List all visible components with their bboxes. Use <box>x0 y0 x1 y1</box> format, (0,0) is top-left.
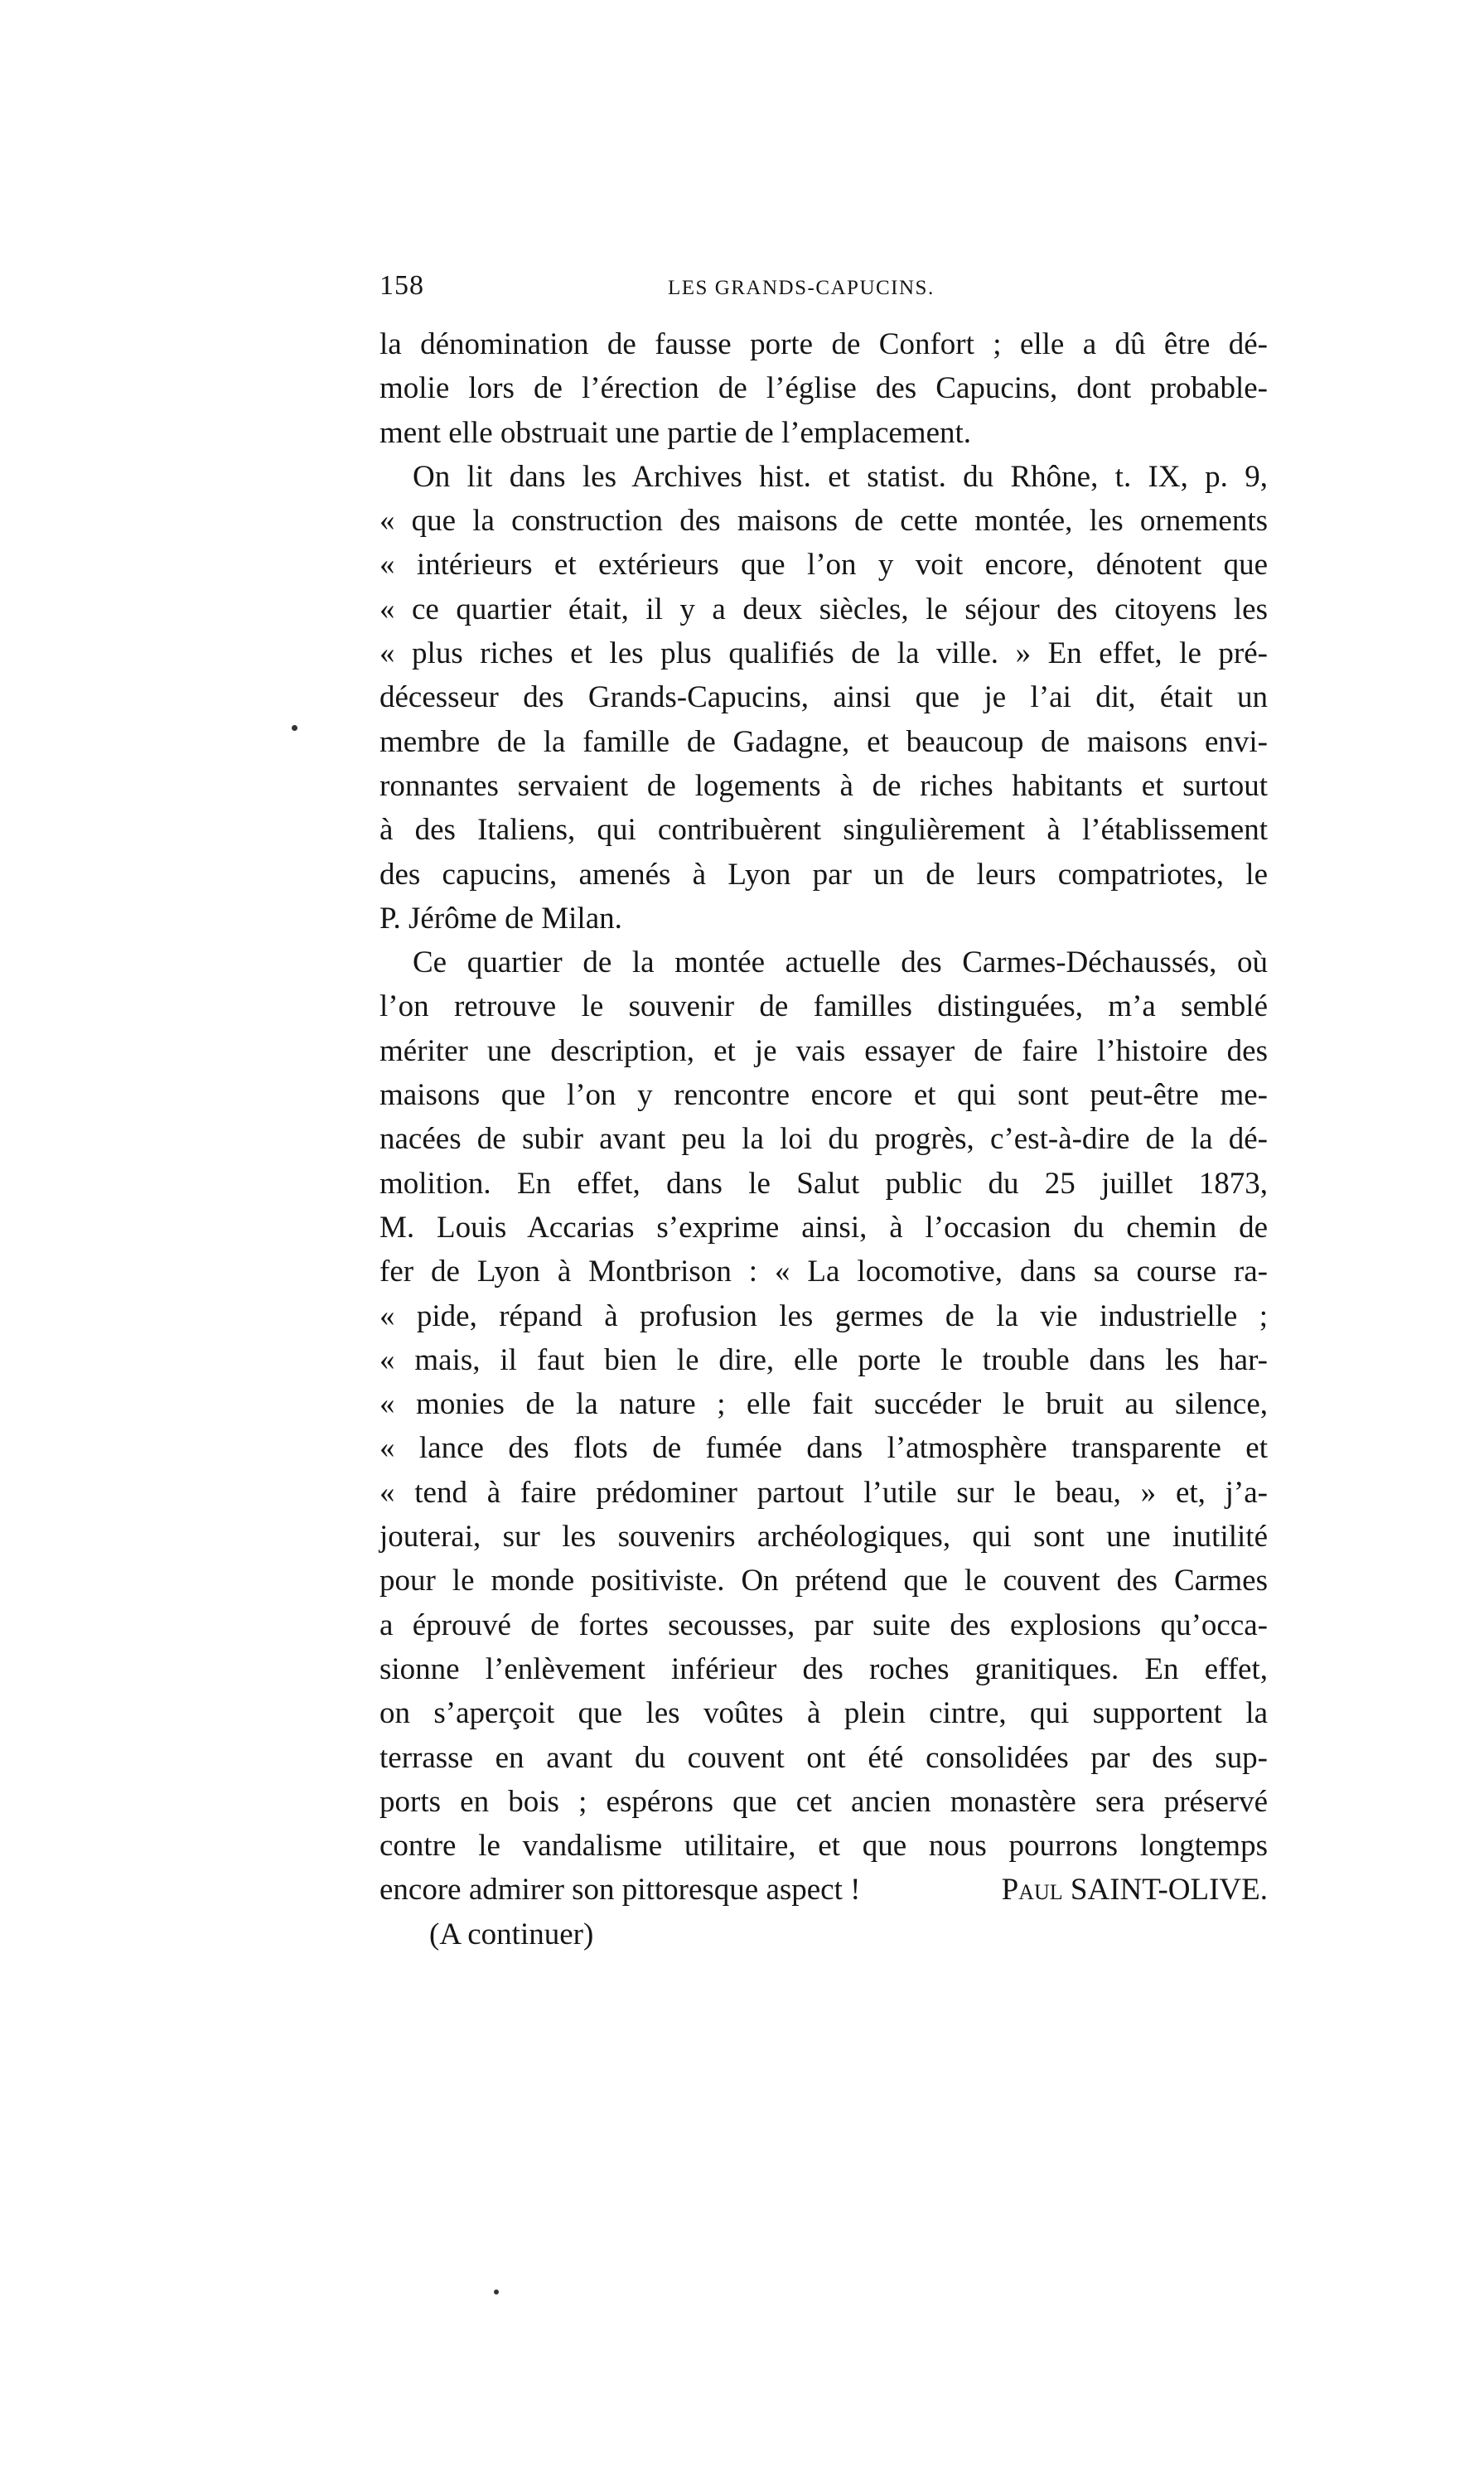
running-head: LES GRANDS-CAPUCINS. <box>668 277 935 299</box>
text-line: « monies de la nature ; elle fait succéder le bruit au silence, <box>379 1387 1268 1422</box>
text-line: ports en bois ; espérons que cet ancien monastère sera préservé <box>379 1784 1268 1819</box>
text-line: « mais, il faut bien le dire, elle porte le trouble dans les har- <box>379 1342 1268 1377</box>
text-line: à des Italiens, qui contribuèrent singulièrement à l’établissement <box>379 813 1268 848</box>
body-text <box>379 322 1268 1956</box>
text-line: nacées de subir avant peu la loi du progrès, c’est-à-dire de la dé- <box>379 1122 1268 1157</box>
text-line: la dénomination de fausse porte de Confort ; elle a dû être dé- <box>379 327 1268 361</box>
text-line: molie lors de l’érection de l’église des Capucins, dont probable- <box>379 371 1268 406</box>
closing-line <box>379 1868 1268 1912</box>
text-line: P. Jérôme de Milan. <box>379 901 622 936</box>
text-line: décesseur des Grands-Capucins, ainsi que je l’ai dit, était un <box>379 680 1268 715</box>
text-line: ronnantes servaient de logements à de riches habitants et surtout <box>379 768 1268 803</box>
paper-speck <box>292 725 297 731</box>
text-line: molition. En effet, dans le Salut public du 25 juillet 1873, <box>379 1166 1268 1201</box>
text-line: jouterai, sur les souvenirs archéologiques, qui sont une inutilité <box>379 1520 1268 1555</box>
text-line: « que la construction des maisons de cette montée, les ornements <box>379 504 1268 539</box>
closing-text: encore admirer son pittoresque aspect ! <box>379 1873 861 1908</box>
text-line: l’on retrouve le souvenir de familles distinguées, m’a semblé <box>379 989 1268 1024</box>
text-line: « plus riches et les plus qualifiés de la ville. » En effet, le pré- <box>379 636 1268 671</box>
author-signature: Paul SAINT-OLIVE. <box>1001 1873 1268 1908</box>
text-line: des capucins, amenés à Lyon par un de leurs compatriotes, le <box>379 857 1268 892</box>
text-line: « lance des flots de fumée dans l’atmosphère transparente et <box>379 1431 1268 1466</box>
text-line: « intérieurs et extérieurs que l’on y voit encore, dénotent que <box>379 548 1268 583</box>
page-header <box>379 270 1274 312</box>
continuation-note: (A continuer) <box>429 1917 594 1951</box>
text-line: contre le vandalisme utilitaire, et que nous pourrons longtemps <box>379 1829 1268 1864</box>
text-line: On lit dans les Archives hist. et statist. du Rhône, t. IX, p. 9, <box>413 459 1268 494</box>
text-line: sionne l’enlèvement inférieur des roches granitiques. En effet, <box>379 1651 1268 1686</box>
text-line: Ce quartier de la montée actuelle des Carmes-Déchaussés, où <box>413 945 1268 980</box>
text-line: pour le monde positiviste. On prétend que le couvent des Carmes <box>379 1564 1268 1598</box>
text-line: M. Louis Accarias s’exprime ainsi, à l’occasion du chemin de <box>379 1210 1268 1245</box>
text-line: mériter une description, et je vais essayer de faire l’histoire des <box>379 1033 1268 1068</box>
text-line: « tend à faire prédominer partout l’utile sur le beau, » et, j’a- <box>379 1475 1268 1510</box>
page-number: 158 <box>379 270 424 301</box>
text-line: fer de Lyon à Montbrison : « La locomotive, dans sa course ra- <box>379 1255 1268 1289</box>
paper-speck <box>494 2290 499 2294</box>
text-line: ment elle obstruait une partie de l’emplacement. <box>379 415 972 450</box>
text-line: a éprouvé de fortes secousses, par suite des explosions qu’occa- <box>379 1608 1268 1642</box>
text-line: maisons que l’on y rencontre encore et qui sont peut-être me- <box>379 1078 1268 1113</box>
text-line: on s’aperçoit que les voûtes à plein cintre, qui supportent la <box>379 1696 1268 1731</box>
text-line: « pide, répand à profusion les germes de la vie industrielle ; <box>379 1298 1268 1333</box>
text-line: « ce quartier était, il y a deux siècles, le séjour des citoyens les <box>379 592 1268 626</box>
text-line: terrasse en avant du couvent ont été consolidées par des sup- <box>379 1740 1268 1775</box>
text-line: membre de la famille de Gadagne, et beaucoup de maisons envi- <box>379 724 1268 759</box>
